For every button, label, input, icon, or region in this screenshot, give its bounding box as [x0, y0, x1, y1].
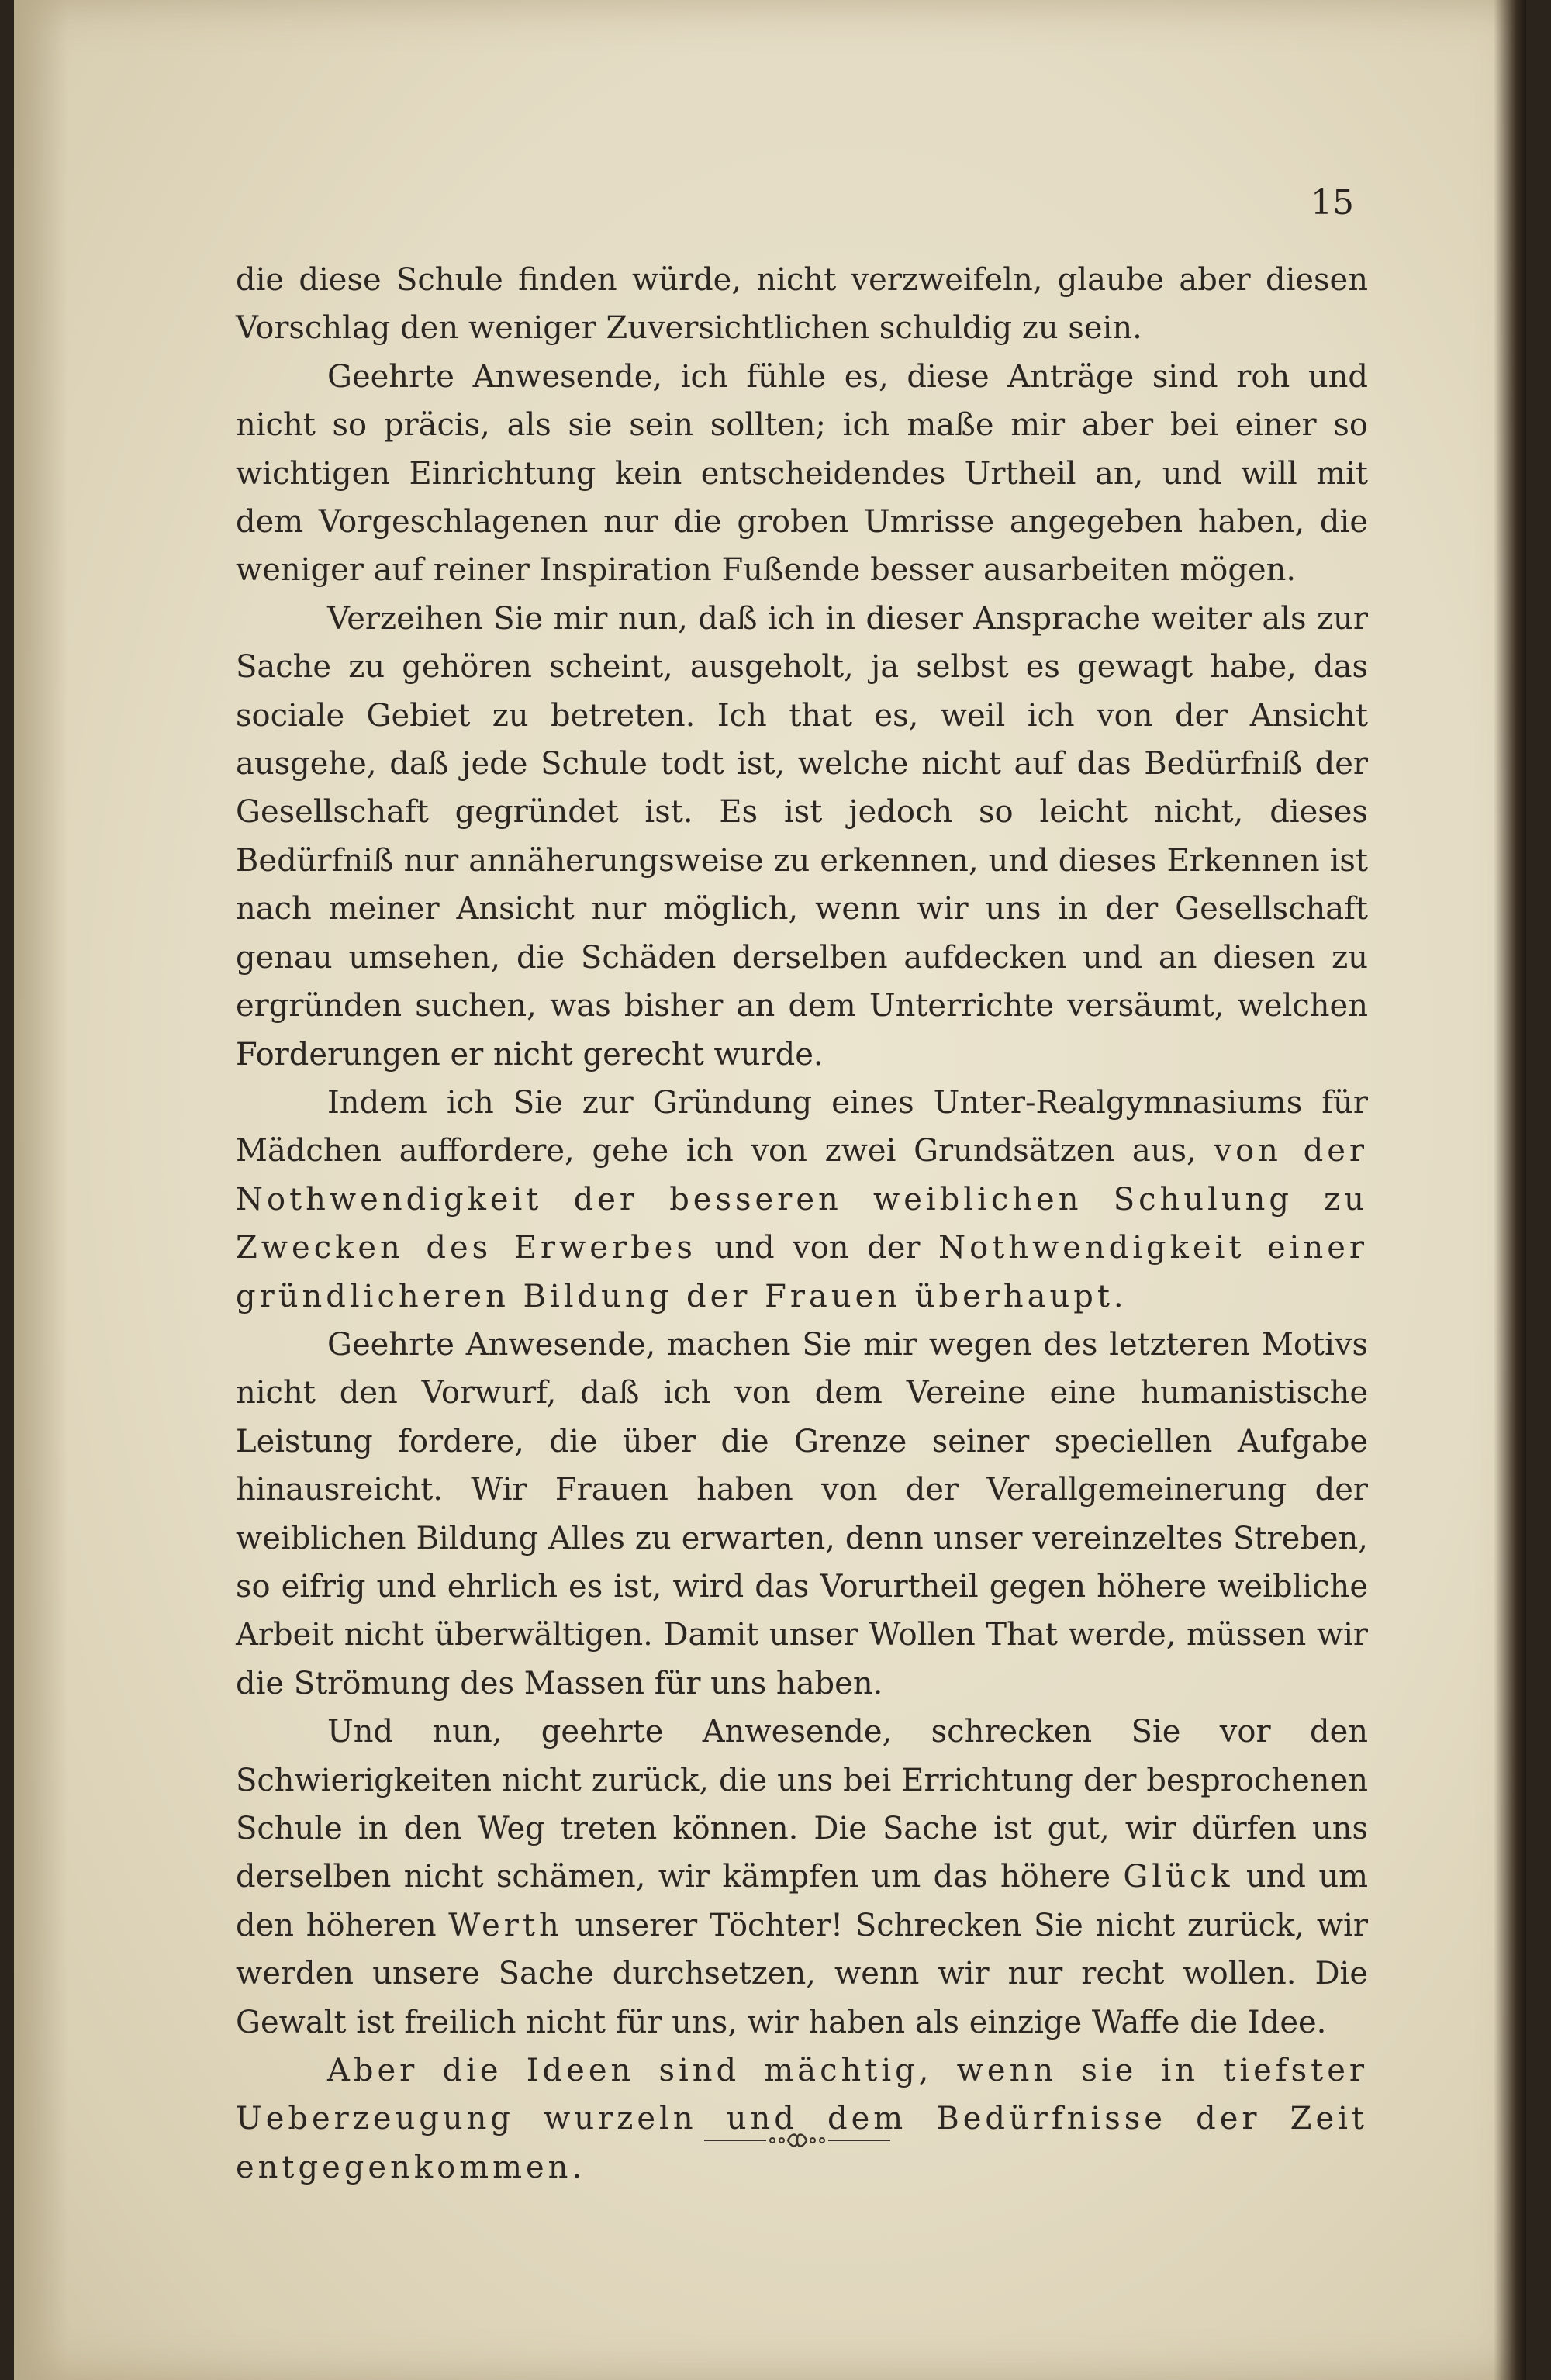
page-number: 15 — [1311, 183, 1354, 223]
spaced-emphasis: Nothwendigkeit einer gründlicheren Bildung der Frauen überhaupt. — [236, 1230, 1369, 1314]
paragraph — [236, 353, 1368, 595]
page-gutter-shadow — [14, 0, 68, 2380]
text-run: Und nun, geehrte Anwesende, schrecken Sie vor den Schwierigkeiten nicht zurück, die uns bei Errichtung der besprochenen Schule in den Weg treten können. Die Sache ist gut, wir dürfen uns derselben nicht schämen, wir kämpfen um das höhere — [236, 1714, 1368, 1895]
text-run: Verzeihen Sie mir nun, daß ich in dieser Ansprache weiter als zur Sache zu gehören scheint, ausgeholt, ja selbst es gewagt habe, das sociale Gebiet zu betreten. Ich that es, weil ich von der Ansicht ausgehe, daß jede Schule todt ist, welche nicht auf das Bedürfniß der Gesellschaft gegründet ist. Es ist jedoch so leicht nicht, dieses Bedürfniß nur annäherungsweise zu erkennen, und dieses Erkennen ist nach meiner Ansicht nur möglich, wenn wir uns in der Gesellschaft genau umsehen, die Schäden derselben aufdecken und an diesen zu ergründen suchen, was bisher an dem Unterrichte versäumt, welchen Forderungen er nicht gerecht wurde. — [236, 600, 1368, 1073]
book-page — [14, 0, 1526, 2380]
spaced-emphasis: Aber die Ideen sind mächtig, wenn sie in tiefster Ueberzeugung wurzeln und dem Bedürfnisse der Zeit entgegenkommen. — [236, 2053, 1368, 2185]
text-run: die diese Schule finden würde, nicht verzweifeln, glaube aber diesen Vorschlag den weniger Zuversichtlichen schuldig zu sein. — [236, 262, 1368, 347]
paragraph — [236, 2047, 1368, 2192]
text-run: unserer Töchter! Schrecken Sie nicht zurück, wir werden unsere Sache durchsetzen, wenn wir nur recht wollen. Die Gewalt ist freilich nicht für uns, wir haben als einzige Waffe die Idee. — [236, 1907, 1368, 2040]
text-run: und von der — [696, 1230, 939, 1266]
paragraph — [236, 1708, 1368, 2047]
paragraph — [236, 1079, 1368, 1321]
paragraph — [236, 256, 1368, 353]
spaced-emphasis: von der Nothwendigkeit der besseren weiblichen Schulung zu Zwecken des Erwerbes — [236, 1133, 1369, 1266]
page-edge — [1494, 0, 1526, 2380]
end-ornament — [704, 2129, 890, 2152]
text-run: Geehrte Anwesende, ich fühle es, diese Anträge sind roh und nicht so präcis, als sie sein sollten; ich maße mir aber bei einer so wichtigen Einrichtung kein entscheidendes Urtheil an, und will mit dem Vorgeschlagenen nur die groben Umrisse angegeben haben, die weniger auf reiner Inspiration Fußende besser ausarbeiten mögen. — [236, 358, 1368, 589]
spaced-emphasis: Werth — [448, 1907, 563, 1943]
paragraph — [236, 1321, 1368, 1708]
text-run: Indem ich Sie zur Gründung eines Unter-Realgymnasiums für Mädchen auffordere, gehe ich von zwei Grundsätzen aus, — [236, 1084, 1368, 1169]
body-text — [236, 256, 1368, 2192]
paragraph — [236, 595, 1368, 1079]
text-run: und um den höheren — [236, 1859, 1369, 1943]
text-run: Geehrte Anwesende, machen Sie mir wegen des letzteren Motivs nicht den Vorwurf, daß ich von dem Vereine eine humanistische Leistung fordere, die über die Grenze seiner speciellen Aufgabe hinausreicht. Wir Frauen haben von der Verallgemeinerung der weiblichen Bildung Alles zu erwarten, denn unser vereinzeltes Streben, so eifrig und ehrlich es ist, wird das Vorurtheil gegen höhere weibliche Arbeit nicht überwältigen. Damit unser Wollen That werde, müssen wir die Strömung des Massen für uns haben. — [236, 1326, 1368, 1701]
spaced-emphasis: Glück — [1123, 1859, 1234, 1895]
